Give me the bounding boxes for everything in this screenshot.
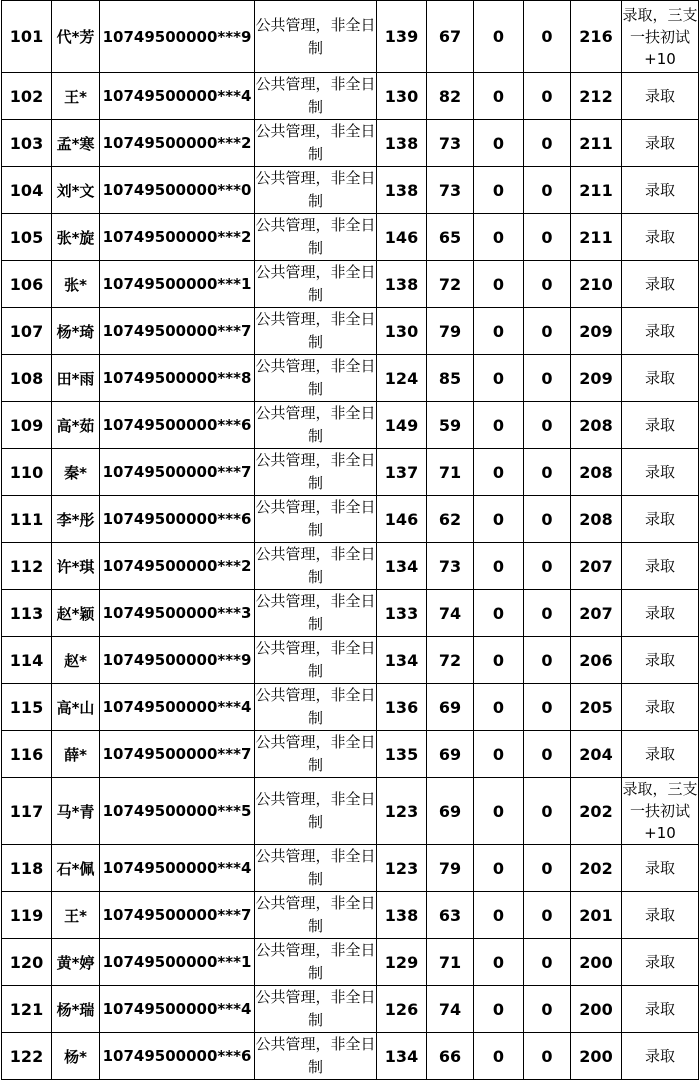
candidate-name-cell: 杨*瑞	[52, 986, 100, 1033]
candidate-id-cell: 10749500000***6	[100, 402, 255, 449]
score-subject-3-cell: 0	[474, 845, 524, 892]
table-row	[2, 308, 699, 355]
score-subject-1-cell: 129	[377, 939, 427, 986]
score-subject-4-cell: 0	[524, 845, 571, 892]
score-subject-4-cell: 0	[524, 449, 571, 496]
candidate-id-cell: 10749500000***6	[100, 1033, 255, 1080]
score-subject-2-cell: 71	[427, 939, 474, 986]
score-subject-4-cell: 0	[524, 1033, 571, 1080]
candidate-name-cell: 薛*	[52, 731, 100, 778]
score-subject-3-cell: 0	[474, 120, 524, 167]
score-subject-1-cell: 138	[377, 167, 427, 214]
total-score-cell: 209	[571, 308, 622, 355]
table-body	[2, 1, 699, 1080]
major-cell: 公共管理，非全日制	[255, 778, 377, 845]
candidate-name-cell: 孟*寒	[52, 120, 100, 167]
score-subject-4-cell: 0	[524, 308, 571, 355]
major-cell: 公共管理，非全日制	[255, 986, 377, 1033]
serial-number-cell: 110	[2, 449, 52, 496]
score-subject-2-cell: 85	[427, 355, 474, 402]
serial-number-cell: 121	[2, 986, 52, 1033]
serial-number-cell: 101	[2, 1, 52, 73]
total-score-cell: 208	[571, 449, 622, 496]
candidate-id-cell: 10749500000***7	[100, 892, 255, 939]
major-cell: 公共管理，非全日制	[255, 1033, 377, 1080]
total-score-cell: 207	[571, 543, 622, 590]
score-subject-1-cell: 123	[377, 778, 427, 845]
table-row	[2, 731, 699, 778]
score-subject-3-cell: 0	[474, 1, 524, 73]
score-subject-4-cell: 0	[524, 684, 571, 731]
total-score-cell: 200	[571, 1033, 622, 1080]
score-subject-3-cell: 0	[474, 684, 524, 731]
score-subject-1-cell: 146	[377, 496, 427, 543]
major-cell: 公共管理，非全日制	[255, 637, 377, 684]
score-subject-1-cell: 136	[377, 684, 427, 731]
score-subject-4-cell: 0	[524, 939, 571, 986]
total-score-cell: 211	[571, 120, 622, 167]
remark-cell: 录取	[622, 845, 699, 892]
remark-cell: 录取，三支一扶初试+10	[622, 1, 699, 73]
candidate-name-cell: 黄*婷	[52, 939, 100, 986]
score-subject-3-cell: 0	[474, 939, 524, 986]
candidate-id-cell: 10749500000***2	[100, 214, 255, 261]
score-subject-1-cell: 124	[377, 355, 427, 402]
score-subject-3-cell: 0	[474, 167, 524, 214]
candidate-name-cell: 秦*	[52, 449, 100, 496]
table-row	[2, 939, 699, 986]
remark-cell: 录取	[622, 590, 699, 637]
major-cell: 公共管理，非全日制	[255, 590, 377, 637]
score-subject-3-cell: 0	[474, 986, 524, 1033]
serial-number-cell: 117	[2, 778, 52, 845]
score-subject-2-cell: 63	[427, 892, 474, 939]
major-cell: 公共管理，非全日制	[255, 892, 377, 939]
score-subject-2-cell: 62	[427, 496, 474, 543]
table-row	[2, 543, 699, 590]
total-score-cell: 201	[571, 892, 622, 939]
table-row	[2, 73, 699, 120]
score-subject-4-cell: 0	[524, 590, 571, 637]
score-subject-4-cell: 0	[524, 637, 571, 684]
score-subject-4-cell: 0	[524, 496, 571, 543]
candidate-id-cell: 10749500000***3	[100, 590, 255, 637]
candidate-id-cell: 10749500000***4	[100, 73, 255, 120]
table-row	[2, 1033, 699, 1080]
score-subject-3-cell: 0	[474, 637, 524, 684]
score-subject-2-cell: 73	[427, 167, 474, 214]
table-row	[2, 778, 699, 845]
admission-score-table	[1, 0, 699, 1080]
total-score-cell: 209	[571, 355, 622, 402]
serial-number-cell: 113	[2, 590, 52, 637]
candidate-id-cell: 10749500000***2	[100, 543, 255, 590]
score-subject-1-cell: 138	[377, 261, 427, 308]
total-score-cell: 211	[571, 214, 622, 261]
serial-number-cell: 109	[2, 402, 52, 449]
candidate-id-cell: 10749500000***7	[100, 449, 255, 496]
major-cell: 公共管理，非全日制	[255, 543, 377, 590]
score-subject-2-cell: 69	[427, 731, 474, 778]
score-subject-4-cell: 0	[524, 261, 571, 308]
score-subject-3-cell: 0	[474, 731, 524, 778]
remark-cell: 录取	[622, 167, 699, 214]
serial-number-cell: 105	[2, 214, 52, 261]
total-score-cell: 216	[571, 1, 622, 73]
total-score-cell: 206	[571, 637, 622, 684]
major-cell: 公共管理，非全日制	[255, 731, 377, 778]
serial-number-cell: 106	[2, 261, 52, 308]
score-subject-3-cell: 0	[474, 892, 524, 939]
major-cell: 公共管理，非全日制	[255, 167, 377, 214]
candidate-name-cell: 王*	[52, 73, 100, 120]
total-score-cell: 202	[571, 845, 622, 892]
remark-cell: 录取	[622, 120, 699, 167]
score-subject-2-cell: 69	[427, 778, 474, 845]
major-cell: 公共管理，非全日制	[255, 355, 377, 402]
candidate-id-cell: 10749500000***0	[100, 167, 255, 214]
score-subject-2-cell: 66	[427, 1033, 474, 1080]
candidate-name-cell: 高*山	[52, 684, 100, 731]
candidate-name-cell: 马*青	[52, 778, 100, 845]
score-subject-3-cell: 0	[474, 590, 524, 637]
table-row	[2, 1, 699, 73]
score-subject-2-cell: 72	[427, 261, 474, 308]
remark-cell: 录取	[622, 1033, 699, 1080]
score-subject-2-cell: 74	[427, 986, 474, 1033]
remark-cell: 录取	[622, 402, 699, 449]
score-subject-2-cell: 73	[427, 120, 474, 167]
serial-number-cell: 122	[2, 1033, 52, 1080]
serial-number-cell: 116	[2, 731, 52, 778]
candidate-name-cell: 高*茹	[52, 402, 100, 449]
total-score-cell: 211	[571, 167, 622, 214]
score-subject-3-cell: 0	[474, 214, 524, 261]
score-subject-1-cell: 134	[377, 1033, 427, 1080]
candidate-name-cell: 王*	[52, 892, 100, 939]
candidate-name-cell: 许*琪	[52, 543, 100, 590]
score-subject-3-cell: 0	[474, 496, 524, 543]
serial-number-cell: 119	[2, 892, 52, 939]
table-row	[2, 120, 699, 167]
major-cell: 公共管理，非全日制	[255, 496, 377, 543]
score-subject-4-cell: 0	[524, 214, 571, 261]
remark-cell: 录取，三支一扶初试+10	[622, 778, 699, 845]
candidate-name-cell: 杨*琦	[52, 308, 100, 355]
candidate-id-cell: 10749500000***4	[100, 684, 255, 731]
major-cell: 公共管理，非全日制	[255, 449, 377, 496]
score-subject-3-cell: 0	[474, 73, 524, 120]
total-score-cell: 202	[571, 778, 622, 845]
candidate-id-cell: 10749500000***1	[100, 261, 255, 308]
score-subject-2-cell: 69	[427, 684, 474, 731]
remark-cell: 录取	[622, 986, 699, 1033]
table-row	[2, 214, 699, 261]
major-cell: 公共管理，非全日制	[255, 1, 377, 73]
table-row	[2, 845, 699, 892]
serial-number-cell: 103	[2, 120, 52, 167]
remark-cell: 录取	[622, 637, 699, 684]
score-subject-2-cell: 82	[427, 73, 474, 120]
candidate-name-cell: 李*彤	[52, 496, 100, 543]
candidate-id-cell: 10749500000***9	[100, 637, 255, 684]
score-subject-4-cell: 0	[524, 1, 571, 73]
serial-number-cell: 118	[2, 845, 52, 892]
score-subject-1-cell: 149	[377, 402, 427, 449]
major-cell: 公共管理，非全日制	[255, 214, 377, 261]
major-cell: 公共管理，非全日制	[255, 402, 377, 449]
table-row	[2, 590, 699, 637]
table-row	[2, 261, 699, 308]
score-subject-1-cell: 134	[377, 543, 427, 590]
remark-cell: 录取	[622, 731, 699, 778]
score-subject-4-cell: 0	[524, 543, 571, 590]
score-subject-1-cell: 126	[377, 986, 427, 1033]
remark-cell: 录取	[622, 308, 699, 355]
serial-number-cell: 115	[2, 684, 52, 731]
score-subject-1-cell: 130	[377, 308, 427, 355]
score-subject-4-cell: 0	[524, 731, 571, 778]
remark-cell: 录取	[622, 939, 699, 986]
total-score-cell: 207	[571, 590, 622, 637]
score-subject-4-cell: 0	[524, 778, 571, 845]
score-subject-2-cell: 59	[427, 402, 474, 449]
remark-cell: 录取	[622, 892, 699, 939]
serial-number-cell: 120	[2, 939, 52, 986]
score-subject-2-cell: 79	[427, 308, 474, 355]
score-subject-3-cell: 0	[474, 355, 524, 402]
score-subject-4-cell: 0	[524, 355, 571, 402]
candidate-id-cell: 10749500000***4	[100, 986, 255, 1033]
remark-cell: 录取	[622, 214, 699, 261]
table-row	[2, 449, 699, 496]
major-cell: 公共管理，非全日制	[255, 73, 377, 120]
score-subject-2-cell: 74	[427, 590, 474, 637]
score-subject-3-cell: 0	[474, 778, 524, 845]
score-subject-2-cell: 72	[427, 637, 474, 684]
candidate-id-cell: 10749500000***8	[100, 355, 255, 402]
candidate-name-cell: 赵*颖	[52, 590, 100, 637]
candidate-id-cell: 10749500000***4	[100, 845, 255, 892]
score-subject-4-cell: 0	[524, 73, 571, 120]
candidate-id-cell: 10749500000***1	[100, 939, 255, 986]
serial-number-cell: 107	[2, 308, 52, 355]
serial-number-cell: 114	[2, 637, 52, 684]
score-subject-2-cell: 71	[427, 449, 474, 496]
score-subject-3-cell: 0	[474, 261, 524, 308]
candidate-name-cell: 张*	[52, 261, 100, 308]
major-cell: 公共管理，非全日制	[255, 939, 377, 986]
score-subject-3-cell: 0	[474, 543, 524, 590]
total-score-cell: 200	[571, 939, 622, 986]
table-row	[2, 892, 699, 939]
remark-cell: 录取	[622, 543, 699, 590]
total-score-cell: 205	[571, 684, 622, 731]
score-subject-4-cell: 0	[524, 986, 571, 1033]
major-cell: 公共管理，非全日制	[255, 684, 377, 731]
candidate-name-cell: 杨*	[52, 1033, 100, 1080]
score-subject-1-cell: 123	[377, 845, 427, 892]
table-row	[2, 684, 699, 731]
score-subject-3-cell: 0	[474, 1033, 524, 1080]
candidate-id-cell: 10749500000***9	[100, 1, 255, 73]
total-score-cell: 210	[571, 261, 622, 308]
candidate-name-cell: 代*芳	[52, 1, 100, 73]
candidate-name-cell: 赵*	[52, 637, 100, 684]
score-subject-3-cell: 0	[474, 308, 524, 355]
major-cell: 公共管理，非全日制	[255, 845, 377, 892]
candidate-name-cell: 张*旋	[52, 214, 100, 261]
score-subject-2-cell: 67	[427, 1, 474, 73]
total-score-cell: 204	[571, 731, 622, 778]
serial-number-cell: 112	[2, 543, 52, 590]
candidate-id-cell: 10749500000***6	[100, 496, 255, 543]
candidate-name-cell: 田*雨	[52, 355, 100, 402]
serial-number-cell: 111	[2, 496, 52, 543]
score-subject-1-cell: 138	[377, 120, 427, 167]
score-subject-3-cell: 0	[474, 449, 524, 496]
score-subject-1-cell: 133	[377, 590, 427, 637]
remark-cell: 录取	[622, 261, 699, 308]
score-subject-2-cell: 79	[427, 845, 474, 892]
score-subject-1-cell: 134	[377, 637, 427, 684]
table-row	[2, 355, 699, 402]
score-subject-4-cell: 0	[524, 120, 571, 167]
table-row	[2, 167, 699, 214]
table-row	[2, 496, 699, 543]
candidate-id-cell: 10749500000***7	[100, 308, 255, 355]
table-row	[2, 986, 699, 1033]
serial-number-cell: 108	[2, 355, 52, 402]
total-score-cell: 212	[571, 73, 622, 120]
score-subject-1-cell: 139	[377, 1, 427, 73]
major-cell: 公共管理，非全日制	[255, 261, 377, 308]
table-row	[2, 637, 699, 684]
candidate-id-cell: 10749500000***7	[100, 731, 255, 778]
candidate-name-cell: 刘*文	[52, 167, 100, 214]
score-subject-4-cell: 0	[524, 892, 571, 939]
major-cell: 公共管理，非全日制	[255, 120, 377, 167]
major-cell: 公共管理，非全日制	[255, 308, 377, 355]
serial-number-cell: 104	[2, 167, 52, 214]
total-score-cell: 208	[571, 496, 622, 543]
total-score-cell: 200	[571, 986, 622, 1033]
candidate-id-cell: 10749500000***2	[100, 120, 255, 167]
score-subject-2-cell: 65	[427, 214, 474, 261]
candidate-id-cell: 10749500000***5	[100, 778, 255, 845]
remark-cell: 录取	[622, 73, 699, 120]
score-subject-3-cell: 0	[474, 402, 524, 449]
score-subject-1-cell: 138	[377, 892, 427, 939]
remark-cell: 录取	[622, 449, 699, 496]
score-subject-4-cell: 0	[524, 402, 571, 449]
score-subject-1-cell: 135	[377, 731, 427, 778]
total-score-cell: 208	[571, 402, 622, 449]
score-subject-1-cell: 146	[377, 214, 427, 261]
table-row	[2, 402, 699, 449]
remark-cell: 录取	[622, 355, 699, 402]
serial-number-cell: 102	[2, 73, 52, 120]
score-subject-1-cell: 130	[377, 73, 427, 120]
score-subject-4-cell: 0	[524, 167, 571, 214]
score-subject-1-cell: 137	[377, 449, 427, 496]
score-subject-2-cell: 73	[427, 543, 474, 590]
remark-cell: 录取	[622, 496, 699, 543]
candidate-name-cell: 石*佩	[52, 845, 100, 892]
remark-cell: 录取	[622, 684, 699, 731]
